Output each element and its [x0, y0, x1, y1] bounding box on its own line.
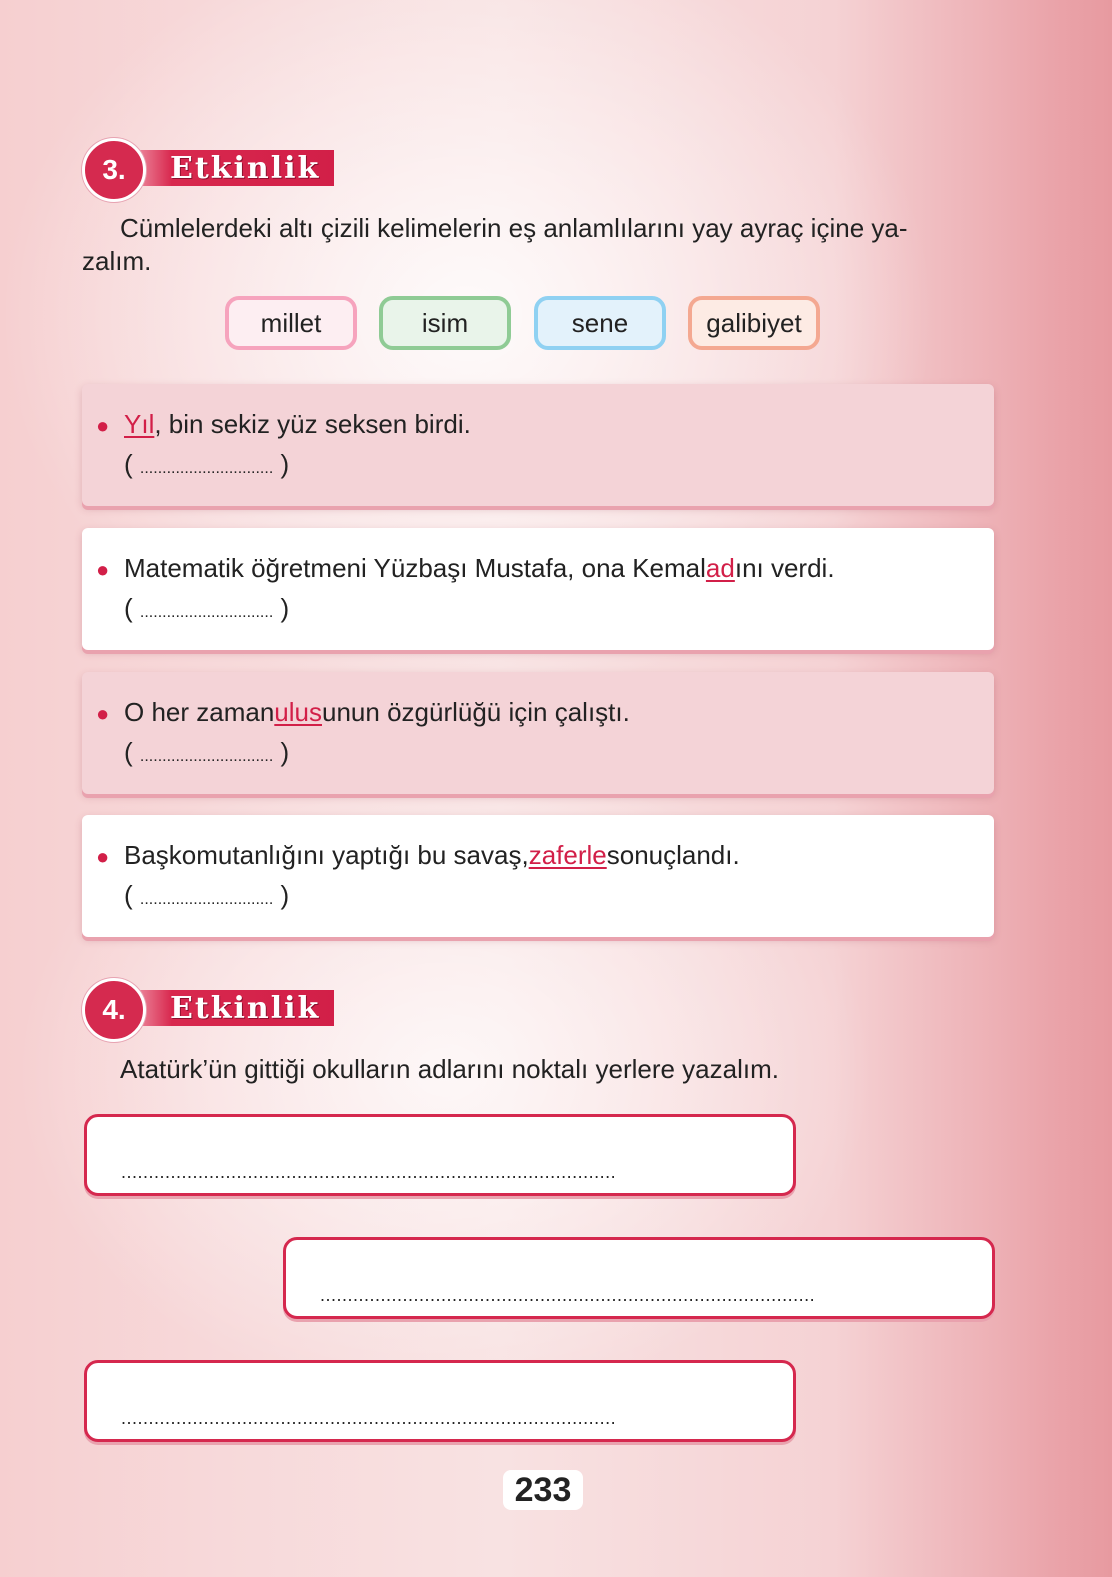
- answer-blank[interactable]: [96, 875, 994, 920]
- answer-box-2[interactable]: [283, 1237, 995, 1319]
- sentence-line: [96, 837, 994, 875]
- answer-dots: ..........................................................................................: [121, 1162, 617, 1182]
- paren-open: (: [124, 880, 133, 910]
- section-3-header: [82, 138, 342, 200]
- blank-dots: ..............................: [139, 891, 274, 908]
- paren-close: ): [280, 593, 290, 623]
- section-title: Etkinlik: [126, 990, 334, 1026]
- word-choice-isim: isim: [379, 296, 511, 350]
- sentence-line: [96, 550, 994, 588]
- sentence-before: Matematik öğretmeni Yüzbaşı Mustafa, ona Kemal: [124, 553, 706, 583]
- word-choice-sene: sene: [534, 296, 666, 350]
- bullet-icon: ●: [96, 413, 110, 438]
- instruction-line-1: Cümlelerdeki altı çizili kelimelerin eş anlamlılarını yay ayraç içine ya-: [120, 213, 908, 243]
- page-number: 233: [503, 1470, 583, 1510]
- sentence-before: Başkomutanlığını yaptığı bu savaş,: [124, 840, 529, 870]
- paren-close: ): [280, 880, 290, 910]
- answer-box-1[interactable]: [84, 1114, 796, 1196]
- bullet-icon: ●: [96, 844, 110, 869]
- section-4-header: [82, 978, 342, 1040]
- section-number: 4.: [82, 978, 146, 1042]
- sentence-card-3: [82, 672, 994, 794]
- sentence-line: [96, 406, 994, 444]
- sentence-line: [96, 694, 994, 732]
- answer-dots: ..........................................................................................: [121, 1408, 617, 1428]
- sentence-after: ını verdi.: [734, 553, 835, 583]
- sentence-after: , bin sekiz yüz seksen birdi.: [154, 409, 471, 439]
- bullet-icon: ●: [96, 557, 110, 582]
- sentence-after: sonuçlandı.: [606, 840, 740, 870]
- underlined-word: ad: [705, 553, 735, 583]
- section-4-instruction: Atatürk’ün gittiği okulların adlarını noktalı yerlere yazalım.: [120, 1054, 779, 1084]
- sentence-before: O her zaman: [124, 697, 275, 727]
- underlined-word: Yıl: [124, 409, 155, 439]
- instruction-line-2: zalım.: [82, 246, 152, 276]
- bullet-icon: ●: [96, 701, 110, 726]
- answer-blank[interactable]: [96, 588, 994, 633]
- answer-dots: ..........................................................................................: [320, 1285, 816, 1305]
- answer-blank[interactable]: [96, 732, 994, 777]
- sentence-after: unun özgürlüğü için çalıştı.: [322, 697, 630, 727]
- paren-open: (: [124, 593, 133, 623]
- blank-dots: ..............................: [139, 460, 274, 477]
- answer-blank[interactable]: [96, 444, 994, 489]
- answer-box-3[interactable]: [84, 1360, 796, 1442]
- paren-close: ): [280, 449, 290, 479]
- underlined-word: zaferle: [528, 840, 607, 870]
- word-choice-millet: millet: [225, 296, 357, 350]
- blank-dots: ..............................: [139, 748, 274, 765]
- paren-open: (: [124, 737, 133, 767]
- sentence-card-1: [82, 384, 994, 506]
- paren-open: (: [124, 449, 133, 479]
- paren-close: ): [280, 737, 290, 767]
- section-number: 3.: [82, 138, 146, 202]
- sentence-card-2: [82, 528, 994, 650]
- blank-dots: ..............................: [139, 604, 274, 621]
- section-title: Etkinlik: [126, 150, 334, 186]
- sentence-card-4: [82, 815, 994, 937]
- word-choice-galibiyet: galibiyet: [688, 296, 820, 350]
- underlined-word: ulus: [274, 697, 322, 727]
